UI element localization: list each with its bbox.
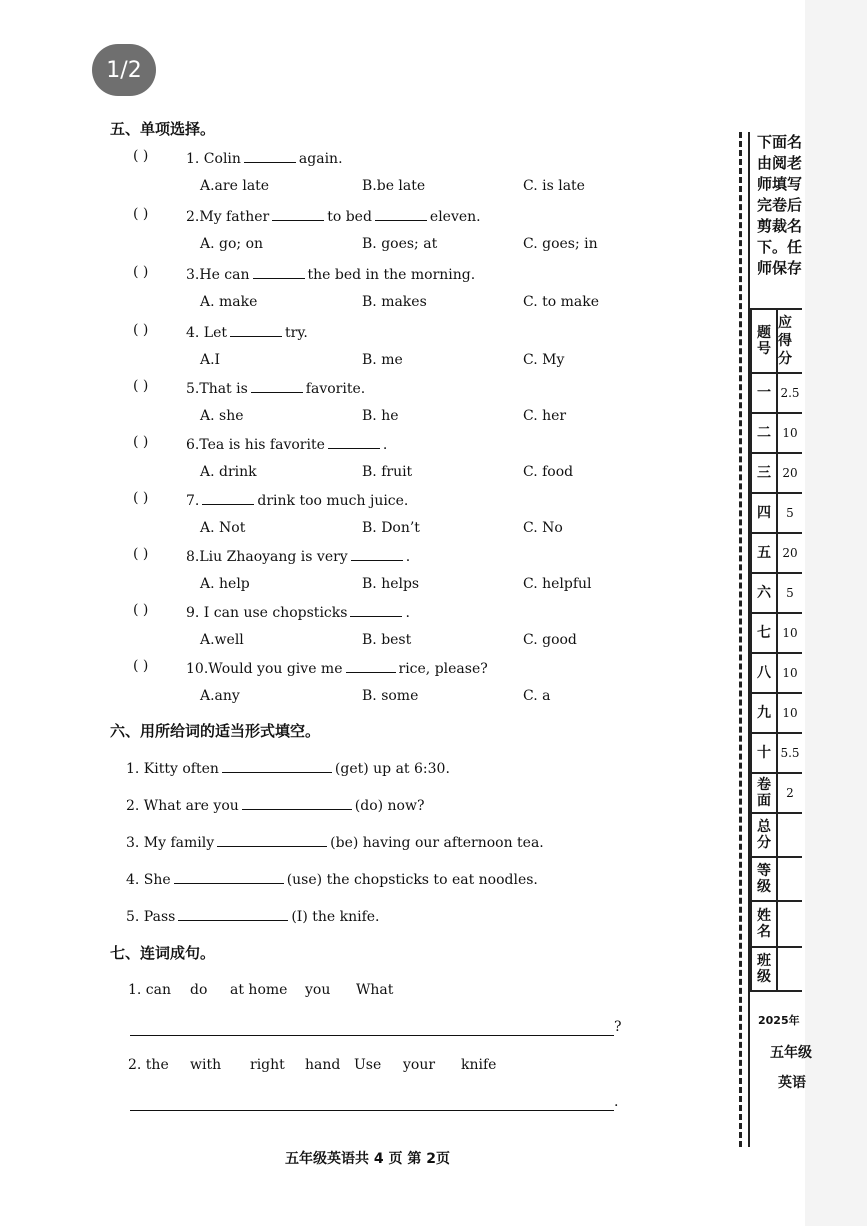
note-line: 下。任	[757, 238, 803, 256]
word-chip: 1. can	[128, 982, 172, 998]
item-text-pre: 1. Kitty often	[126, 761, 219, 777]
question-stem	[186, 602, 410, 621]
fill-blank-input[interactable]	[174, 869, 284, 884]
score-row-label: 十	[752, 734, 778, 772]
score-row-label: 四	[752, 494, 778, 532]
score-row	[750, 412, 802, 452]
exam-subject: 英语	[778, 1075, 806, 1091]
score-row-label: 总分	[752, 814, 778, 856]
score-row-label: 卷面	[752, 774, 778, 812]
fill-blank-item	[126, 758, 450, 777]
score-row	[750, 856, 802, 900]
score-row	[750, 652, 802, 692]
score-row	[750, 900, 802, 946]
question-stem	[186, 206, 481, 225]
answer-bracket[interactable]: ( )	[133, 490, 149, 506]
word-chip: What	[356, 982, 394, 998]
answer-option[interactable]: C. food	[523, 464, 574, 480]
answer-option[interactable]: B. he	[362, 408, 399, 424]
question-text-post: .	[382, 437, 388, 453]
score-row	[750, 308, 802, 372]
answer-option[interactable]: C. a	[523, 688, 551, 704]
answer-option[interactable]: B. best	[362, 632, 412, 648]
score-row	[750, 732, 802, 772]
question-text-pre: 2.My father	[186, 209, 270, 225]
score-row-label: 五	[752, 534, 778, 572]
instruction-note	[757, 132, 803, 279]
exam-year: 2025年	[758, 1014, 800, 1027]
question-text-pre: 5.That is	[186, 381, 248, 397]
answer-bracket[interactable]: ( )	[133, 264, 149, 280]
answer-blank[interactable]	[244, 148, 296, 163]
word-chip: do	[190, 982, 208, 998]
fill-blank-input[interactable]	[222, 758, 332, 773]
question-text-pre: 1. Colin	[186, 151, 241, 167]
score-row	[750, 492, 802, 532]
answer-bracket[interactable]: ( )	[133, 148, 149, 164]
answer-option[interactable]: C. My	[523, 352, 565, 368]
section-5-heading: 五、单项选择。	[110, 120, 216, 138]
score-row	[750, 532, 802, 572]
page-counter-badge: 1/2	[92, 44, 156, 96]
word-chip: Use	[354, 1057, 382, 1073]
score-row	[750, 612, 802, 652]
answer-bracket[interactable]: ( )	[133, 602, 149, 618]
sentence-end-mark: .	[614, 1094, 619, 1110]
score-row-value[interactable]: 5	[786, 506, 794, 520]
answer-bracket[interactable]: ( )	[133, 206, 149, 222]
score-row	[750, 812, 802, 856]
answer-bracket[interactable]: ( )	[133, 322, 149, 338]
answer-blank[interactable]	[230, 322, 282, 337]
question-text-post: eleven.	[429, 209, 481, 225]
answer-bracket[interactable]: ( )	[133, 434, 149, 450]
answer-option[interactable]: A.well	[200, 632, 244, 648]
answer-blank[interactable]	[253, 264, 305, 279]
question-text-post: .	[405, 549, 411, 565]
question-text-post: the bed in the morning.	[307, 267, 476, 283]
question-text-pre: 7.	[186, 493, 200, 509]
answer-option[interactable]: A. drink	[200, 464, 257, 480]
answer-option[interactable]: B. fruit	[362, 464, 413, 480]
word-chip: you	[305, 982, 331, 998]
question-text-pre: 9. I can use chopsticks	[186, 605, 348, 621]
note-line: 由阅老	[757, 154, 803, 172]
answer-blank[interactable]	[351, 546, 403, 561]
sentence-end-mark: ?	[614, 1019, 622, 1035]
score-row-value[interactable]: 5	[786, 586, 794, 600]
score-row-value[interactable]: 2	[786, 786, 794, 800]
answer-option[interactable]: B.be late	[362, 178, 426, 194]
item-text-post: (get) up at 6:30.	[334, 761, 450, 777]
word-chip: right	[250, 1057, 285, 1073]
score-row	[750, 452, 802, 492]
fill-blank-item	[126, 906, 380, 925]
score-row-value[interactable]: 5.5	[780, 746, 800, 760]
question-stem	[186, 490, 408, 509]
note-line: 下面名	[757, 133, 803, 151]
question-text-pre: 3.He can	[186, 267, 250, 283]
word-chip: your	[403, 1057, 436, 1073]
question-text-post: drink too much juice.	[257, 493, 409, 509]
item-text-post: (I) the knife.	[291, 909, 380, 925]
score-row-label: 三	[752, 454, 778, 492]
fill-blank-item	[126, 795, 424, 814]
score-row-label: 等级	[752, 858, 778, 900]
item-text-post: (use) the chopsticks to eat noodles.	[286, 872, 538, 888]
score-table	[750, 308, 802, 992]
note-line: 剪裁名	[757, 217, 803, 235]
question-stem	[186, 264, 475, 283]
question-text-pre: 6.Tea is his favorite	[186, 437, 325, 453]
answer-blank[interactable]	[375, 206, 427, 221]
answer-line[interactable]	[130, 1035, 614, 1036]
answer-option[interactable]: B. makes	[362, 294, 427, 310]
score-row-label: 一	[752, 374, 778, 412]
score-row-label: 九	[752, 694, 778, 732]
question-text-post: favorite.	[305, 381, 366, 397]
score-row-label: 二	[752, 414, 778, 452]
answer-option[interactable]: C. her	[523, 408, 567, 424]
answer-option[interactable]: C. to make	[523, 294, 600, 310]
score-row	[750, 372, 802, 412]
answer-option[interactable]: A. make	[200, 294, 258, 310]
answer-option[interactable]: B. goes; at	[362, 236, 438, 252]
item-text-post: (do) now?	[354, 798, 425, 814]
question-text-pre: 4. Let	[186, 325, 228, 341]
score-row-value[interactable]: 10	[782, 426, 798, 440]
score-row-value[interactable]: 应得分	[778, 315, 792, 367]
section-6-heading: 六、用所给词的适当形式填空。	[110, 722, 321, 740]
exam-grade: 五年级	[770, 1045, 812, 1061]
fill-blank-item	[126, 869, 538, 888]
word-chip: with	[190, 1057, 222, 1073]
question-text-post: rice, please?	[398, 661, 488, 677]
word-chip: hand	[305, 1057, 341, 1073]
answer-bracket[interactable]: ( )	[133, 658, 149, 674]
answer-option[interactable]: C. goes; in	[523, 236, 598, 252]
question-text-pre: 10.Would you give me	[186, 661, 343, 677]
score-row-value[interactable]: 10	[782, 666, 798, 680]
answer-bracket[interactable]: ( )	[133, 378, 149, 394]
question-stem	[186, 378, 365, 397]
section-7-heading: 七、连词成句。	[110, 944, 216, 962]
question-stem	[186, 546, 410, 565]
fill-blank-item	[126, 832, 544, 851]
answer-option[interactable]: C. helpful	[523, 576, 592, 592]
fill-blank-input[interactable]	[178, 906, 288, 921]
answer-blank[interactable]	[328, 434, 380, 449]
score-row-value[interactable]	[778, 902, 802, 946]
score-table-bottom	[750, 990, 802, 992]
answer-option[interactable]: B. me	[362, 352, 403, 368]
question-stem	[186, 322, 308, 341]
answer-option[interactable]: B. Don’t	[362, 520, 420, 536]
question-text-mid: to bed	[327, 209, 372, 225]
item-text-pre: 2. What are you	[126, 798, 239, 814]
item-text-pre: 5. Pass	[126, 909, 176, 925]
score-row-value[interactable]: 20	[782, 466, 798, 480]
page-footer: 五年级英语共 4 页 第 2页	[285, 1151, 450, 1167]
note-line: 师保存	[757, 259, 803, 277]
score-row-value[interactable]: 10	[782, 626, 798, 640]
score-row-label: 八	[752, 654, 778, 692]
score-row-value[interactable]: 10	[782, 706, 798, 720]
answer-bracket[interactable]: ( )	[133, 546, 149, 562]
score-row	[750, 572, 802, 612]
note-line: 完卷后	[757, 196, 803, 214]
answer-blank[interactable]	[251, 378, 303, 393]
score-row-value[interactable]	[778, 948, 802, 990]
answer-option[interactable]: A. she	[200, 408, 244, 424]
answer-option[interactable]: B. some	[362, 688, 419, 704]
answer-blank[interactable]	[272, 206, 324, 221]
score-row-value[interactable]: 2.5	[780, 386, 800, 400]
answer-option[interactable]: A.any	[200, 688, 240, 704]
word-chip: 2. the	[128, 1057, 169, 1073]
answer-option[interactable]: A. Not	[200, 520, 246, 536]
question-stem	[186, 148, 343, 167]
question-text-pre: 8.Liu Zhaoyang is very	[186, 549, 348, 565]
question-stem	[186, 434, 387, 453]
cut-line	[739, 132, 742, 1147]
answer-option[interactable]: B. helps	[362, 576, 420, 592]
item-text-pre: 4. She	[126, 872, 171, 888]
word-chip: knife	[461, 1057, 497, 1073]
answer-blank[interactable]	[350, 602, 402, 617]
score-row-value[interactable]	[778, 814, 802, 856]
score-row	[750, 692, 802, 732]
item-text-post: (be) having our afternoon tea.	[330, 835, 544, 851]
answer-option[interactable]: C. good	[523, 632, 577, 648]
fill-blank-input[interactable]	[217, 832, 327, 847]
answer-blank[interactable]	[346, 658, 396, 673]
score-row	[750, 772, 802, 812]
answer-option[interactable]: C. is late	[523, 178, 585, 194]
score-row-label: 班级	[752, 948, 778, 990]
answer-option[interactable]: A.I	[200, 352, 221, 368]
fill-blank-input[interactable]	[242, 795, 352, 810]
score-row-label: 七	[752, 614, 778, 652]
note-line: 师填写	[757, 175, 803, 193]
answer-option[interactable]: C. No	[523, 520, 563, 536]
answer-option[interactable]: A. help	[200, 576, 250, 592]
answer-blank[interactable]	[202, 490, 254, 505]
answer-option[interactable]: A. go; on	[200, 236, 264, 252]
question-stem	[186, 658, 488, 677]
score-row-label: 六	[752, 574, 778, 612]
score-row-label: 题号	[752, 310, 778, 372]
word-chip: at home	[230, 982, 288, 998]
page-edge	[805, 0, 867, 1226]
score-row-value[interactable]	[778, 858, 802, 900]
score-row-label: 姓名	[752, 902, 778, 946]
answer-option[interactable]: A.are late	[200, 178, 270, 194]
question-text-post: again.	[298, 151, 343, 167]
question-text-post: .	[405, 605, 410, 621]
answer-line[interactable]	[130, 1110, 614, 1111]
item-text-pre: 3. My family	[126, 835, 215, 851]
question-text-post: try.	[285, 325, 308, 341]
score-row-value[interactable]: 20	[782, 546, 798, 560]
score-row	[750, 946, 802, 990]
